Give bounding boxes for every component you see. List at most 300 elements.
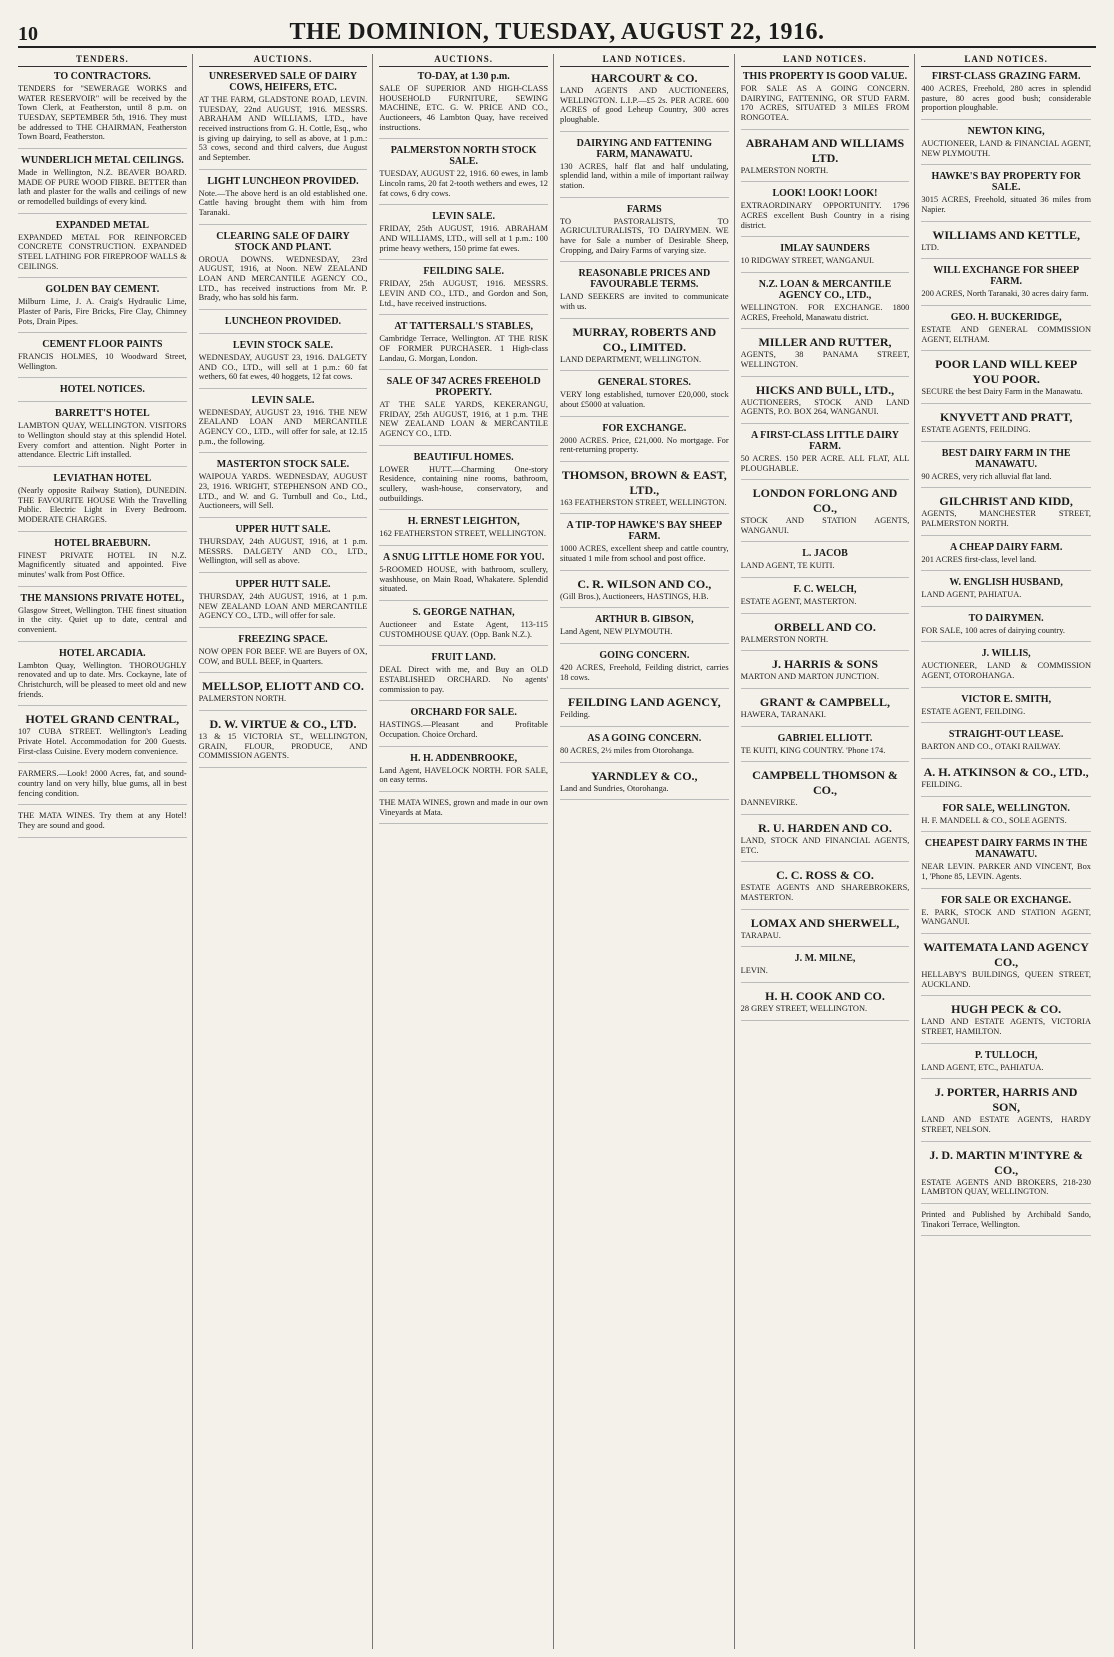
advertisement — [199, 679, 368, 711]
ad-body: TARAPAU. — [740, 930, 781, 940]
ad-body: TO PASTORALISTS, TO AGRICULTURALISTS, TO DAIRYMEN. WE have for Sale a number of Desirable Sheep, Cropping, and Dairy Farms of varying size. — [560, 216, 729, 255]
ad-heading: EXPANDED METAL — [55, 219, 149, 231]
advertisement — [379, 321, 548, 370]
ad-heading: ORBELL AND CO. — [774, 619, 876, 634]
ad-body: PALMERSTON NORTH. — [198, 694, 287, 704]
advertisement — [921, 765, 1091, 797]
advertisement — [18, 473, 187, 532]
ad-heading: AS A GOING CONCERN. — [587, 733, 702, 745]
ad-heading: THE MANSIONS PRIVATE HOTEL, — [20, 592, 185, 604]
ad-heading: SALE OF 347 ACRES FREEHOLD PROPERTY. — [386, 376, 541, 399]
advertisement — [741, 821, 910, 862]
advertisement — [921, 126, 1091, 165]
masthead — [18, 6, 1096, 48]
ad-body: 2000 ACRES. Price, £21,000. No mortgage. For rent-returning property. — [560, 435, 729, 455]
ad-heading: LEVIN SALE. — [432, 211, 496, 223]
ad-heading: LUNCHEON PROVIDED. — [224, 315, 342, 327]
column-6 — [921, 54, 1096, 1649]
advertisement — [921, 577, 1091, 607]
advertisement — [199, 71, 368, 170]
advertisement — [18, 769, 187, 805]
advertisement — [18, 538, 187, 587]
ad-body: THURSDAY, 24th AUGUST, 1916, at 1 p.m. MESSRS. DALGETY AND CO., LTD., Wellington, will sell as above. — [198, 537, 368, 566]
advertisement — [199, 524, 368, 573]
advertisement — [921, 494, 1091, 535]
ad-body: AUCTIONEER, LAND & COMMISSION AGENT, OTOROHANGA. — [921, 661, 1091, 681]
advertisement — [560, 733, 729, 763]
advertisement — [921, 1085, 1091, 1141]
ad-heading: J. HARRIS & SONS — [771, 657, 878, 672]
column-grid — [18, 54, 1096, 1649]
ad-heading: CAMPBELL THOMSON & CO., — [752, 768, 898, 798]
ad-heading: LOOK! LOOK! LOOK! — [772, 188, 878, 200]
ad-body: 80 ACRES, 2½ miles from Otorohanga. — [560, 746, 694, 756]
ad-heading: GILCHRIST AND KIDD, — [939, 494, 1073, 509]
column-4 — [560, 54, 735, 1649]
ad-heading: WAITEMATA LAND AGENCY CO., — [923, 940, 1089, 970]
ad-heading: THOMSON, BROWN & EAST, LTD., — [561, 467, 727, 497]
advertisement — [379, 516, 548, 546]
ad-heading: D. W. VIRTUE & CO., LTD. — [209, 716, 357, 731]
ad-heading: WILL EXCHANGE FOR SHEEP FARM. — [933, 265, 1080, 288]
advertisement — [741, 768, 910, 815]
advertisement — [741, 486, 910, 542]
advertisement — [921, 694, 1091, 724]
advertisement — [560, 520, 729, 570]
advertisement — [741, 916, 910, 948]
ad-body: 1000 ACRES, excellent sheep and cattle country, situated 1 mile from school and post office. — [560, 544, 729, 564]
ad-heading: POOR LAND WILL KEEP YOU POOR. — [935, 357, 1078, 387]
ad-body: FOR SALE AS A GOING CONCERN. DAIRYING, FATTENING, OR STUD FARM. 170 ACRES, SITUATED 3 MILES FROM RONGOTEA. — [740, 84, 910, 122]
ad-body: AUCTIONEERS, STOCK AND LAND AGENTS, P.O. BOX 264, WANGANUI. — [740, 397, 910, 417]
ad-heading: LOMAX AND SHERWELL, — [750, 915, 900, 930]
ad-body: Glasgow Street, Wellington. THE finest situation in the city. Quiet up to date, central and convenient. — [18, 605, 187, 634]
ad-body: DANNEVIRKE. — [740, 798, 798, 808]
ad-heading: KNYVETT AND PRATT, — [939, 409, 1073, 424]
ad-body: 13 & 15 VICTORIA ST., WELLINGTON, GRAIN, FLOUR, PRODUCE, AND COMMISSION AGENTS. — [198, 731, 368, 761]
ad-body: 400 ACRES, Freehold, 280 acres in splendid pasture, 80 acres good bush; considerable proportion ploughable. — [921, 84, 1091, 113]
ad-body: ESTATE AGENTS AND BROKERS, 218-230 LAMBTON QUAY, WELLINGTON. — [921, 1177, 1091, 1197]
advertisement — [741, 989, 910, 1021]
column-2 — [199, 54, 374, 1649]
ad-heading: UPPER HUTT SALE. — [235, 579, 331, 591]
ad-heading: HICKS AND BULL, LTD., — [755, 382, 895, 397]
ad-heading: PALMERSTON NORTH STOCK SALE. — [390, 145, 537, 168]
ad-heading: J. WILLIS, — [981, 648, 1031, 660]
ad-heading: A CHEAP DAIRY FARM. — [949, 541, 1063, 553]
ad-heading: MILLER AND RUTTER, — [758, 335, 892, 350]
ad-body: LAMBTON QUAY, WELLINGTON. VISITORS to Wellington should stay at this splendid Hotel. Every comfort and attention. Night Porter in attendance. Electric Lift installed. — [18, 421, 187, 460]
ad-body: 130 ACRES, half flat and half undulating, splendid land, within a mile of important railway station. — [560, 161, 729, 190]
column-5 — [741, 54, 916, 1649]
ad-body: LAND AGENT, PAHIATUA. — [921, 590, 1022, 600]
ad-heading: R. U. HARDEN AND CO. — [758, 821, 892, 836]
ad-body: Note.—The above herd is an old established one. Cattle having brought them with him from Taranaki. — [198, 188, 368, 217]
ad-body: SALE OF SUPERIOR AND HIGH-CLASS HOUSEHOLD FURNITURE, SEWING MACHINE, ETC. G. W. PRICE AND CO., Auctioneers, 46 Lambton Quay, have received instructions. — [379, 84, 548, 132]
advertisement — [741, 383, 910, 424]
advertisement — [741, 188, 910, 237]
ad-body: Cambridge Terrace, Wellington. AT THE RISK OF FORMER PURCHASER. 1 High-class Landau, G. Morgan, London. — [379, 334, 548, 363]
column-header: LAND NOTICES. — [921, 54, 1091, 67]
advertisement — [921, 940, 1091, 996]
ad-heading: CEMENT FLOOR PAINTS — [42, 339, 163, 351]
ad-body: WAIPOUA YARDS. WEDNESDAY, AUGUST 23, 1916. WRIGHT, STEPHENSON AND CO., LTD., and W. and G. Turnbull and Co., Ltd., Auctioneers, will Sell. — [198, 472, 368, 511]
column-header: LAND NOTICES. — [741, 54, 910, 67]
ad-heading: THIS PROPERTY IS GOOD VALUE. — [742, 71, 908, 82]
ad-heading: J. PORTER, HARRIS AND SON, — [934, 1085, 1078, 1115]
advertisement — [921, 838, 1091, 888]
ad-body: TENDERS for "SEWERAGE WORKS and WATER RESERVOIR" will be received by the Town Clerk, at Featherston, until 8 p.m. on TUESDAY, SEPTEMBER 5th, 1916. They must be addressed to THE CHAIRMAN, Featherston Town Board, Featherston. — [18, 84, 187, 142]
ad-heading: HOTEL BRAEBURN. — [54, 537, 151, 549]
ad-heading: CLEARING SALE OF DAIRY STOCK AND PLANT. — [216, 230, 350, 253]
ad-body: 50 ACRES. 150 PER ACRE. ALL FLAT, ALL PLOUGHABLE. — [740, 453, 910, 473]
advertisement — [741, 868, 910, 909]
advertisement — [741, 657, 910, 689]
ad-body: THURSDAY, 24th AUGUST, 1916, at 1 p.m. NEW ZEALAND LOAN AND MERCANTILE AGENCY CO., LTD., will offer for sale. — [198, 592, 368, 621]
ad-body: STOCK AND STATION AGENTS, WANGANUI. — [740, 516, 910, 535]
ad-body: THE MATA WINES, grown and made in our own Vineyards at Mata. — [379, 797, 548, 817]
advertisement — [18, 155, 187, 214]
ad-heading: TO-DAY, at 1.30 p.m. — [417, 71, 510, 82]
ad-body: PALMERSTON NORTH. — [740, 165, 829, 175]
ad-body: AT THE FARM, GLADSTONE ROAD, LEVIN. TUESDAY, 22nd AUGUST, 1916. MESSRS. ABRAHAM AND WILLIAMS, LTD., have received instructions from G. H. Cottle, Esq., who is giving up dairying, to sell as above, at 1 p.m.: 53 cows, second and third calvers, due August and September. — [198, 95, 368, 162]
ad-body: Land Agent, NEW PLYMOUTH. — [560, 627, 673, 637]
advertisement — [921, 357, 1091, 404]
advertisement — [741, 548, 910, 578]
ad-heading: MELLSOP, ELIOTT AND CO. — [202, 679, 364, 694]
advertisement — [921, 312, 1091, 351]
advertisement — [199, 395, 368, 454]
ad-heading: GRANT & CAMPBELL, — [759, 695, 891, 710]
ad-heading: HOTEL NOTICES. — [59, 384, 145, 396]
ad-body: Lambton Quay, Wellington. THOROUGHLY renovated and up to date. Mrs. Cockayne, late of Christchurch, will be pleased to meet old and new friends. — [18, 660, 187, 699]
ad-body: TUESDAY, AUGUST 22, 1916. 60 ewes, in lamb Lincoln rams, 20 fat 2-tooth wethers and ewes, 12 fat cows, 6 dry cows. — [379, 169, 548, 198]
ad-body: Feilding. — [560, 710, 591, 720]
advertisement — [921, 1002, 1091, 1043]
advertisement — [199, 340, 368, 389]
ad-body: LTD. — [921, 242, 939, 252]
ad-heading: CHEAPEST DAIRY FARMS IN THE MANAWATU. — [924, 838, 1088, 861]
advertisement — [921, 613, 1091, 643]
advertisement — [921, 228, 1091, 260]
ad-heading: UNRESERVED SALE OF DAIRY COWS, HEIFERS, ETC. — [208, 71, 358, 93]
ad-heading: AT TATTERSALL'S STABLES, — [394, 321, 533, 333]
advertisement — [560, 468, 729, 515]
ad-body: AGENTS, MANCHESTER STREET, PALMERSTON NORTH. — [921, 509, 1091, 528]
ad-heading: FOR SALE OR EXCHANGE. — [941, 894, 1072, 906]
ad-heading: NEWTON KING, — [967, 125, 1045, 137]
ad-heading: ABRAHAM AND WILLIAMS LTD. — [745, 135, 905, 165]
ad-heading: FARMS — [626, 203, 662, 215]
ad-heading: TO DAIRYMEN. — [968, 612, 1044, 624]
advertisement — [560, 650, 729, 689]
column-header: AUCTIONS. — [199, 54, 368, 67]
ad-body: OROUA DOWNS. WEDNESDAY, 23rd AUGUST, 1916, at Noon. NEW ZEALAND LOAN AND MERCANTILE AGENCY CO., LTD., has received instructions from Mr. P. Brady, who has sold his farm. — [198, 254, 368, 303]
ad-body: WELLINGTON. FOR EXCHANGE. 1800 ACRES, Freehold, Manawatu district. — [740, 302, 910, 322]
advertisement — [921, 648, 1091, 687]
ad-body: WEDNESDAY, AUGUST 23, 1916. DALGETY AND CO., LTD., will sell at 1 p.m.: 60 fat wethers, 60 fat ewes, 40 hoggets, 12 fat cows. — [198, 352, 368, 382]
ad-body: FRIDAY, 25th AUGUST, 1916. MESSRS. LEVIN AND CO., LTD., and Gordon and Son, Ltd., have received instructions. — [379, 279, 548, 308]
ad-body: DEAL Direct with me, and Buy an OLD ESTABLISHED ORCHARD. No agents' commission to pay. — [379, 665, 548, 694]
ad-heading: N.Z. LOAN & MERCANTILE AGENCY CO., LTD., — [758, 278, 892, 301]
ad-heading: BEST DAIRY FARM IN THE MANAWATU. — [941, 447, 1071, 470]
ad-heading: FREEZING SPACE. — [238, 634, 328, 645]
advertisement — [199, 176, 368, 225]
ad-heading: LIGHT LUNCHEON PROVIDED. — [207, 175, 359, 187]
ad-body: ESTATE AND GENERAL COMMISSION AGENT, ELTHAM. — [921, 324, 1091, 344]
ad-body: HAWERA, TARANAKI. — [740, 710, 826, 720]
ad-body: 10 RIDGWAY STREET, WANGANUI. — [740, 256, 874, 266]
advertisement — [18, 408, 187, 467]
advertisement — [741, 243, 910, 273]
ad-heading: P. TULLOCH, — [974, 1049, 1038, 1061]
advertisement — [741, 695, 910, 727]
ad-heading: LONDON FORLONG AND CO., — [752, 486, 898, 516]
ad-heading: FEILDING SALE. — [423, 266, 504, 278]
advertisement — [921, 895, 1091, 934]
advertisement — [921, 542, 1091, 572]
ad-body: AT THE SALE YARDS, KEKERANGU, FRIDAY, 25th AUGUST, 1916, at 1 p.m. THE NEW ZEALAND LOAN & MERCANTILE AGENCY CO., LTD. — [379, 400, 548, 439]
advertisement — [18, 384, 187, 402]
advertisement — [741, 279, 910, 329]
ad-heading: TO CONTRACTORS. — [53, 71, 151, 82]
ad-body: LOWER HUTT.—Charming One-story Residence, containing nine rooms, bathroom, scullery, wash-house, conservatory, and outbuildings. — [379, 464, 548, 503]
ad-heading: WILLIAMS AND KETTLE, — [932, 227, 1081, 242]
ad-body: LEVIN. — [740, 966, 768, 976]
advertisement — [921, 729, 1091, 759]
column-header: TENDERS. — [18, 54, 187, 67]
ad-body: (Nearly opposite Railway Station), DUNEDIN. THE FAVOURITE HOUSE With the Travelling Public. Electric Light in Every Bedroom. MODERATE CHARGES. — [18, 486, 187, 525]
ad-heading: J. D. MARTIN M'INTYRE & CO., — [929, 1147, 1083, 1177]
ad-heading: FIRST-CLASS GRAZING FARM. — [931, 71, 1081, 82]
ad-heading: HOTEL ARCADIA. — [58, 647, 146, 659]
ad-heading: UPPER HUTT SALE. — [235, 524, 331, 536]
advertisement — [560, 268, 729, 318]
ad-heading: FEILDING LAND AGENCY, — [568, 695, 721, 710]
ad-body: PALMERSTON NORTH. — [740, 634, 829, 644]
ad-body: 3015 ACRES, Freehold, situated 36 miles from Napier. — [921, 195, 1091, 214]
advertisement — [18, 811, 187, 837]
ad-heading: W. ENGLISH HUSBAND, — [949, 577, 1063, 589]
advertisement — [379, 376, 548, 446]
ad-heading: YARNDLEY & CO., — [591, 768, 698, 783]
ad-body: ESTATE AGENT, FEILDING. — [921, 706, 1026, 716]
ad-body: 200 ACRES, North Taranaki, 30 acres dairy farm. — [921, 289, 1089, 299]
ad-body: LAND AGENT, TE KUITI. — [740, 561, 835, 571]
ad-heading: GABRIEL ELLIOTT. — [777, 732, 873, 744]
advertisement — [379, 452, 548, 511]
advertisement — [560, 138, 729, 198]
advertisement — [18, 71, 187, 149]
ad-body: 162 FEATHERSTON STREET, WELLINGTON. — [379, 529, 546, 539]
ad-body: HELLABY'S BUILDINGS, QUEEN STREET, AUCKLAND. — [921, 970, 1091, 989]
advertisement — [560, 325, 729, 372]
ad-body: NOW OPEN FOR BEEF. WE are Buyers of OX, COW, and BULL BEEF, in Quarters. — [198, 647, 368, 666]
ad-body: AGENTS, 38 PANAMA STREET, WELLINGTON. — [740, 350, 910, 369]
advertisement — [921, 1210, 1091, 1236]
ad-heading: GOING CONCERN. — [599, 650, 690, 662]
ad-body: FOR SALE, 100 acres of dairying country. — [921, 625, 1065, 635]
ad-body: (Gill Bros.), Auctioneers, HASTINGS, H.B. — [560, 591, 709, 601]
ad-body: EXPANDED METAL FOR REINFORCED CONCRETE CONSTRUCTION. EXPANDED STEEL LATHING FOR FIREPROOF WALLS & CEILINGS. — [18, 232, 187, 271]
advertisement — [741, 584, 910, 614]
ad-heading: LEVIATHAN HOTEL — [53, 473, 152, 485]
ad-heading: FOR SALE, WELLINGTON. — [942, 802, 1070, 814]
advertisement — [379, 71, 548, 139]
newspaper-title: THE DOMINION, TUESDAY, AUGUST 22, 1916. — [289, 19, 825, 45]
advertisement — [741, 71, 910, 130]
advertisement — [560, 769, 729, 801]
ad-body: EXTRAORDINARY OPPORTUNITY. 1796 ACRES excellent Bush Country in a rising district. — [740, 201, 910, 230]
ad-body: 5-ROOMED HOUSE, with bathroom, scullery, washhouse, on Main Road, Whakatere. Splendid situated. — [379, 565, 548, 594]
advertisement — [560, 377, 729, 416]
ad-heading: LEVIN SALE. — [251, 394, 315, 406]
ad-heading: A SNUG LITTLE HOME FOR YOU. — [383, 552, 545, 564]
advertisement — [379, 552, 548, 601]
advertisement — [199, 634, 368, 673]
ad-body: Land Agent, HAVELOCK NORTH. FOR SALE, on easy terms. — [379, 765, 548, 785]
ad-heading: HUGH PECK & CO. — [951, 1002, 1062, 1017]
ad-body: FARMERS.—Look! 2000 Acres, fat, and sound-country land on very hilly, blue gums, all in best fencing condition. — [18, 769, 187, 798]
advertisement — [18, 284, 187, 333]
ad-body: Made in Wellington, N.Z. BEAVER BOARD. MADE OF PURE WOOD FIBRE. BETTER than lath and plaster for the walls and ceilings of new or remodelled buildings of every kind. — [18, 167, 187, 206]
ad-heading: HOTEL GRAND CENTRAL, — [25, 712, 180, 727]
advertisement — [560, 614, 729, 644]
advertisement — [741, 430, 910, 480]
ad-heading: A. H. ATKINSON & CO., LTD., — [923, 765, 1089, 780]
ad-heading: LEVIN STOCK SALE. — [232, 339, 334, 351]
ad-heading: ORCHARD FOR SALE. — [410, 707, 517, 719]
advertisement — [921, 265, 1091, 306]
ad-heading: REASONABLE PRICES AND FAVOURABLE TERMS. — [578, 268, 711, 291]
ad-body: H. F. MANDELL & CO., SOLE AGENTS. — [921, 815, 1067, 825]
ad-heading: J. M. MILNE, — [794, 953, 856, 965]
ad-heading: H. H. COOK AND CO. — [765, 989, 885, 1003]
ad-heading: FRUIT LAND. — [431, 652, 496, 664]
ad-heading: GOLDEN BAY CEMENT. — [45, 284, 160, 296]
advertisement — [379, 707, 548, 746]
ad-heading: HARCOURT & CO. — [591, 71, 698, 85]
ad-body: ESTATE AGENTS, FEILDING. — [921, 424, 1031, 434]
ad-body: VERY long established, turnover £20,000, stock about £5000 at valuation. — [560, 390, 729, 409]
advertisement — [741, 733, 910, 763]
ad-body: THE MATA WINES. Try them at any Hotel! They are sound and good. — [18, 811, 187, 830]
ad-body: ESTATE AGENTS AND SHAREBROKERS, MASTERTON. — [740, 883, 910, 903]
ad-body: LAND, STOCK AND FINANCIAL AGENTS, ETC. — [740, 836, 910, 855]
advertisement — [921, 803, 1091, 833]
ad-body: LAND AND ESTATE AGENTS, VICTORIA STREET, HAMILTON. — [921, 1017, 1091, 1036]
ad-body: LAND AND ESTATE AGENTS, HARDY STREET, NELSON. — [921, 1115, 1091, 1134]
ad-heading: A TIP-TOP HAWKE'S BAY SHEEP FARM. — [566, 520, 723, 543]
column-1 — [18, 54, 193, 1649]
ad-heading: WUNDERLICH METAL CEILINGS. — [20, 154, 184, 166]
ad-body: 201 ACRES first-class, level land. — [921, 554, 1037, 564]
advertisement — [18, 220, 187, 279]
ad-heading: FOR EXCHANGE. — [602, 422, 687, 434]
ad-body: SECURE the best Dairy Farm in the Manawatu. — [921, 387, 1083, 397]
advertisement — [560, 695, 729, 727]
ad-body: TE KUITI, KING COUNTRY. 'Phone 174. — [740, 745, 886, 755]
ad-heading: IMLAY SAUNDERS — [780, 243, 870, 255]
advertisement — [741, 136, 910, 183]
ad-heading: C. R. WILSON AND CO., — [577, 576, 712, 591]
advertisement — [199, 717, 368, 768]
ad-heading: DAIRYING AND FATTENING FARM, MANAWATU. — [576, 137, 713, 160]
advertisement — [18, 648, 187, 707]
ad-body: FINEST PRIVATE HOTEL IN N.Z. Magnificently situated and appointed. Five minutes' walk from Post Office. — [18, 550, 187, 580]
ad-body: LAND DEPARTMENT, WELLINGTON. — [560, 354, 702, 364]
advertisement — [921, 171, 1091, 221]
ad-heading: ARTHUR B. GIBSON, — [595, 614, 694, 626]
advertisement — [921, 448, 1091, 489]
ad-heading: C. C. ROSS & CO. — [776, 868, 874, 883]
advertisement — [199, 579, 368, 628]
ad-body: 420 ACRES, Freehold, Feilding district, carries 18 cows. — [560, 663, 729, 682]
ad-body: FRIDAY, 25th AUGUST, 1916. ABRAHAM AND WILLIAMS, LTD., will sell at 1 p.m.: 100 prime heavy wethers, 150 prime fat ewes. — [379, 224, 548, 253]
advertisement — [199, 231, 368, 310]
column-header: AUCTIONS. — [379, 54, 548, 67]
advertisement — [560, 204, 729, 263]
ad-body: WEDNESDAY, AUGUST 23, 1916. THE NEW ZEALAND LOAN AND MERCANTILE AGENCY CO., LTD., will offer for sale, at 12.15 p.m., the following. — [198, 407, 368, 446]
ad-heading: BARRETT'S HOTEL — [54, 408, 150, 420]
ad-heading: MASTERTON STOCK SALE. — [216, 459, 350, 471]
advertisement — [379, 652, 548, 701]
ad-heading: L. JACOB — [802, 548, 848, 560]
advertisement — [379, 266, 548, 315]
ad-body: FRANCIS HOLMES, 10 Woodward Street, Wellington. — [18, 352, 187, 371]
advertisement — [18, 593, 187, 642]
advertisement — [18, 712, 187, 763]
advertisement — [199, 316, 368, 334]
advertisement — [741, 620, 910, 652]
advertisement — [921, 71, 1091, 120]
ad-body: Milburn Lime, J. A. Craig's Hydraulic Lime, Plaster of Paris, Fire Bricks, Fire Clay, Chimney Pots, Drain Pipes. — [18, 297, 187, 326]
advertisement — [921, 1050, 1091, 1080]
ad-heading: STRAIGHT-OUT LEASE. — [948, 729, 1064, 741]
ad-body: AUCTIONEER, LAND & FINANCIAL AGENT, NEW PLYMOUTH. — [921, 138, 1091, 158]
ad-body: Land and Sundries, Otorohanga. — [560, 783, 669, 793]
advertisement — [741, 335, 910, 376]
ad-body: Auctioneer and Estate Agent, 113-115 CUSTOMHOUSE QUAY. (Opp. Bank N.Z.). — [379, 620, 548, 639]
column-3 — [379, 54, 554, 1649]
ad-body: FEILDING. — [921, 780, 963, 790]
ad-heading: GEO. H. BUCKERIDGE, — [950, 311, 1062, 323]
ad-body: 28 GREY STREET, WELLINGTON. — [740, 1004, 868, 1013]
ad-body: E. PARK, STOCK AND STATION AGENT, WANGANUI. — [921, 907, 1091, 927]
ad-body: LAND AGENT, ETC., PAHIATUA. — [921, 1062, 1044, 1072]
ad-body: MARTON AND MARTON JUNCTION. — [740, 672, 879, 682]
ad-body: Printed and Published by Archibald Sando, Tinakori Terrace, Wellington. — [921, 1209, 1091, 1229]
advertisement — [199, 459, 368, 518]
ad-heading: HAWKE'S BAY PROPERTY FOR SALE. — [931, 171, 1081, 194]
ad-heading: MURRAY, ROBERTS AND CO., LIMITED. — [572, 324, 717, 354]
advertisement — [379, 145, 548, 205]
advertisement — [560, 423, 729, 462]
advertisement — [379, 211, 548, 260]
ad-heading: S. GEORGE NATHAN, — [412, 607, 515, 619]
ad-heading: VICTOR E. SMITH, — [961, 693, 1052, 705]
advertisement — [921, 1148, 1091, 1204]
ad-body: 163 FEATHERSTON STREET, WELLINGTON. — [560, 497, 727, 507]
ad-body: LAND AGENTS AND AUCTIONEERS, WELLINGTON. L.I.P.—£5 2s. PER ACRE. 600 ACRES of good Leheup Country, 300 acres ploughable. — [560, 86, 729, 124]
ad-heading: F. C. WELCH, — [793, 584, 857, 596]
advertisement — [741, 953, 910, 983]
advertisement — [560, 577, 729, 609]
advertisement — [379, 798, 548, 824]
ad-heading: GENERAL STORES. — [597, 377, 691, 389]
ad-body: BARTON AND CO., OTAKI RAILWAY. — [921, 742, 1061, 752]
ad-body: LAND SEEKERS are invited to communicate with us. — [560, 292, 729, 311]
